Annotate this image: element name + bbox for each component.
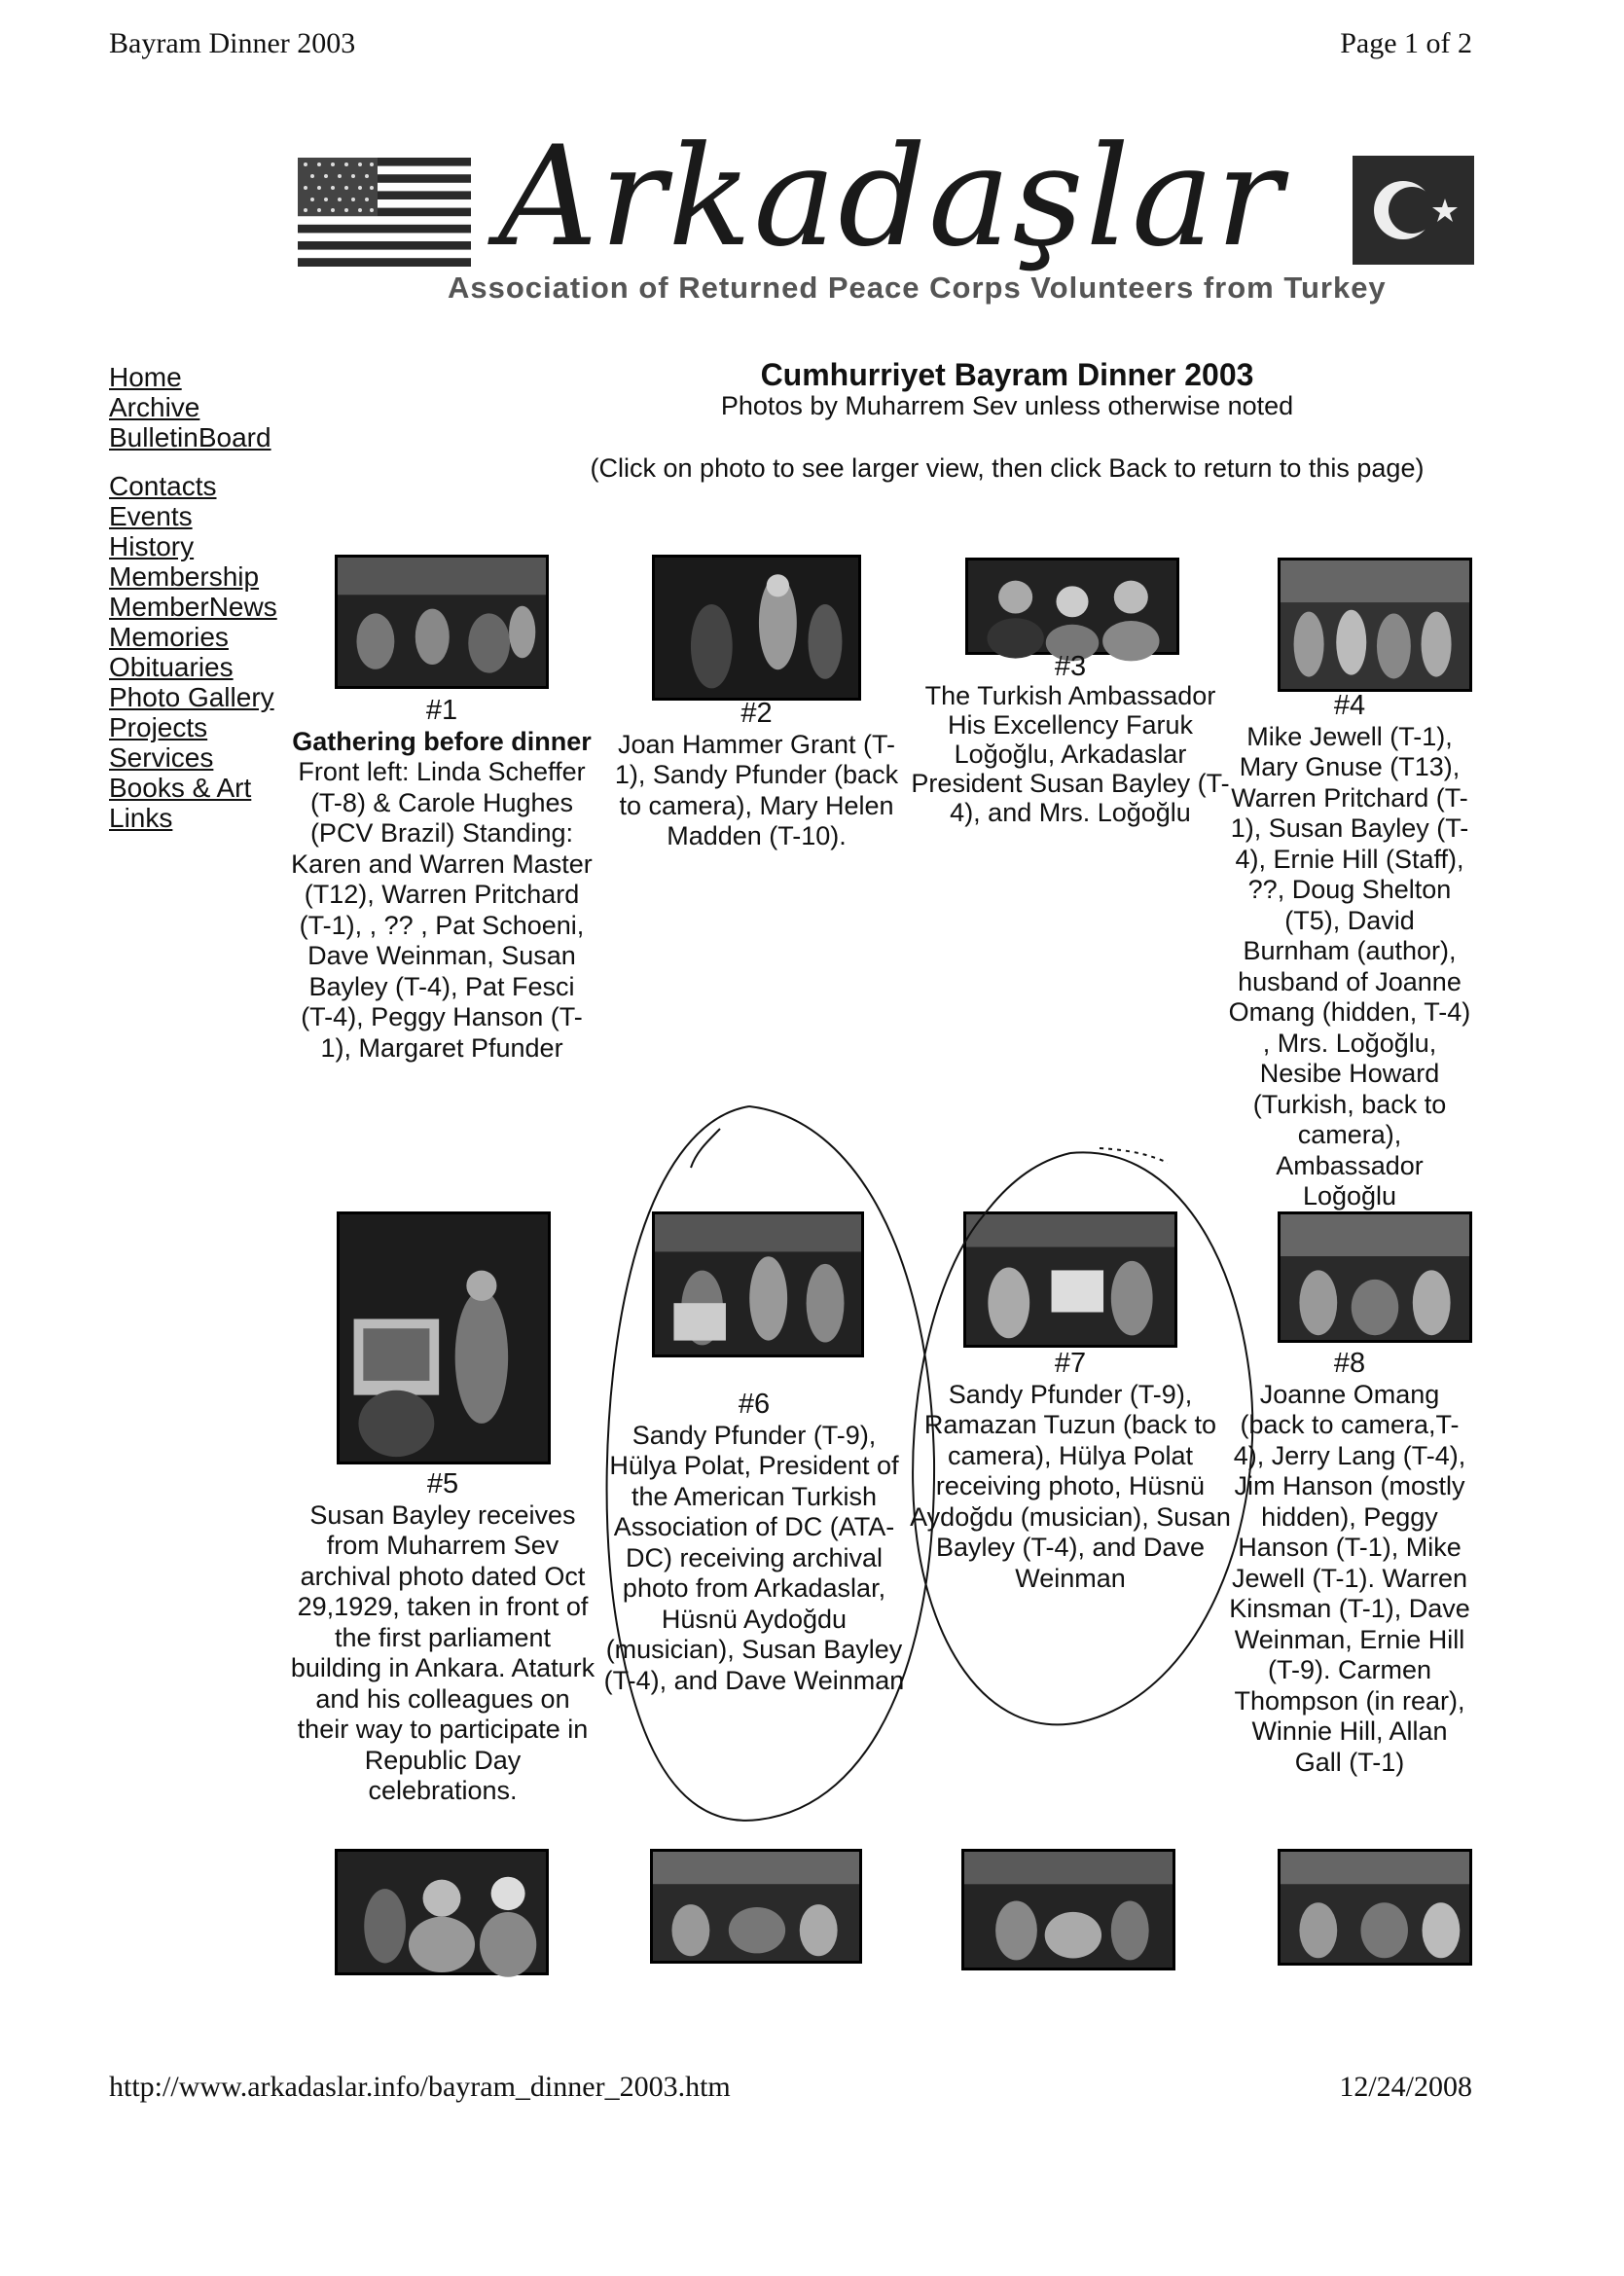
nav-link-contacts[interactable]: Contacts: [109, 471, 217, 501]
photo-caption-4: [1228, 690, 1471, 1210]
turkish-flag-icon: [1353, 156, 1474, 265]
photo-thumbnail-1[interactable]: [335, 555, 549, 689]
photo-caption-text: Mike Jewell (T-1), Mary Gnuse (T13), Warren Pritchard (T-1), Susan Bayley (T-4), Ernie Hill (Staff), ??, Doug Shelton (T5), David Burnham (author), husband of Joanne Omang (hidden, T-4) , Mrs. Loğoğlu, Nesibe Howard (Turkish, back to camera), Ambassador Loğoğlu: [1228, 721, 1471, 1210]
photo-caption-text: Front left: Linda Scheffer (T-8) & Carole Hughes (PCV Brazil) Standing: Karen and Warren Master (T12), Warren Pritchard (T-1), , ?? , Pat Schoeni, Dave Weinman, Susan Bayley (T-4), Pat Fesci (T-4), Peggy Hanson (T-1), Margaret Pfunder: [291, 757, 593, 1063]
nav-link-services[interactable]: Services: [109, 742, 214, 773]
site-banner[interactable]: [292, 117, 1474, 311]
site-tagline: Association of Returned Peace Corps Volunteers from Turkey: [448, 271, 1387, 305]
sidebar-nav: [109, 362, 284, 833]
photo-thumbnail-12[interactable]: [1278, 1849, 1472, 1966]
nav-link-memories[interactable]: Memories: [109, 622, 229, 652]
photo-thumbnail-4[interactable]: [1278, 558, 1472, 692]
photo-caption-3: [910, 652, 1231, 827]
photo-number: #8: [1333, 1348, 1366, 1379]
page-subtitle: Photos by Muharrem Sev unless otherwise noted: [720, 391, 1294, 420]
site-logo-wordmark: Arkadaşlar: [498, 117, 1284, 277]
page-title: Cumhurriyet Bayram Dinner 2003: [760, 357, 1254, 392]
nav-link-obituaries[interactable]: Obituaries: [109, 652, 234, 682]
nav-link-history[interactable]: History: [109, 531, 195, 561]
nav-link-archive[interactable]: Archive: [109, 392, 200, 422]
print-header-page-number: Page 1 of 2: [1340, 27, 1472, 59]
click-instruction: (Click on photo to see larger view, then click Back to return to this page): [590, 453, 1425, 483]
photo-number: #6: [738, 1389, 771, 1420]
photo-thumbnail-7[interactable]: [963, 1211, 1177, 1348]
photo-caption-6: [598, 1390, 910, 1696]
photo-thumbnail-9[interactable]: [335, 1849, 549, 1975]
photo-number: #3: [1054, 651, 1087, 682]
photo-caption-text: Sandy Pfunder (T-9), Ramazan Tuzun (back to camera), Hülya Polat receiving photo, Hüsnü Aydoğdu (musician), Susan Bayley (T-4), and Dave Weinman: [910, 1379, 1231, 1593]
photo-caption-7: [910, 1349, 1231, 1594]
photo-thumbnail-6[interactable]: [652, 1211, 864, 1357]
photo-caption-5: [287, 1469, 598, 1807]
photo-thumbnail-2[interactable]: [652, 555, 861, 701]
nav-link-bulletinboard[interactable]: BulletinBoard: [109, 422, 271, 452]
photo-caption-text: Joan Hammer Grant (T-1), Sandy Pfunder (back to camera), Mary Helen Madden (T-10).: [614, 729, 899, 850]
photo-number: #4: [1333, 690, 1366, 721]
photo-number: #2: [740, 698, 773, 729]
print-footer-date: 12/24/2008: [1339, 2071, 1472, 2103]
nav-link-membernews[interactable]: MemberNews: [109, 592, 277, 622]
photo-caption-lead: Gathering before dinner: [292, 726, 592, 756]
photo-caption-text: Sandy Pfunder (T-9), Hülya Polat, President of the American Turkish Association of DC (ATA-DC) receiving archival photo from Arkadaslar, Hüsnü Aydoğdu (musician), Susan Bayley (T-4), and Dave Weinman: [603, 1420, 905, 1695]
photo-number: #1: [425, 695, 458, 726]
nav-link-projects[interactable]: Projects: [109, 712, 208, 742]
nav-link-home[interactable]: Home: [109, 362, 182, 392]
photo-caption-2: [608, 699, 905, 852]
print-header-title: Bayram Dinner 2003: [109, 27, 356, 59]
photo-thumbnail-5[interactable]: [337, 1211, 551, 1464]
us-flag-icon: [298, 158, 471, 267]
photo-thumbnail-11[interactable]: [961, 1849, 1175, 1970]
photo-thumbnail-8[interactable]: [1278, 1211, 1472, 1343]
photo-number: #7: [1054, 1348, 1087, 1379]
photo-caption-text: Joanne Omang (back to camera,T-4), Jerry Lang (T-4), Jim Hanson (mostly hidden), Peggy Hanson (T-1), Mike Jewell (T-1). Warren Kinsman (T-1), Dave Weinman, Ernie Hill (T-9). Carmen Thompson (in rear), Winnie Hill, Allan Gall (T-1): [1229, 1379, 1470, 1777]
photo-caption-text: Susan Bayley receives from Muharrem Sev archival photo dated Oct 29,1929, taken in front of the first parliament building in Ankara. Ataturk and his colleagues on their way to participate in Republic Day celebrations.: [290, 1499, 595, 1805]
nav-link-photo-gallery[interactable]: Photo Gallery: [109, 682, 274, 712]
nav-spacer: [109, 452, 284, 471]
nav-link-links[interactable]: Links: [109, 803, 173, 833]
nav-link-events[interactable]: Events: [109, 501, 193, 531]
photo-caption-1: [290, 696, 594, 1064]
photo-caption-text: The Turkish Ambassador His Excellency Faruk Loğoğlu, Arkadaslar President Susan Bayley (T-4), and Mrs. Loğoğlu: [911, 681, 1230, 827]
photo-caption-8: [1228, 1348, 1471, 1777]
photo-thumbnail-3[interactable]: [965, 558, 1179, 655]
nav-link-books-art[interactable]: Books & Art: [109, 773, 252, 803]
photo-thumbnail-10[interactable]: [650, 1849, 862, 1964]
photo-number: #5: [426, 1468, 459, 1499]
nav-link-membership[interactable]: Membership: [109, 561, 260, 592]
print-footer-url: http://www.arkadaslar.info/bayram_dinner_2003.htm: [109, 2071, 731, 2103]
